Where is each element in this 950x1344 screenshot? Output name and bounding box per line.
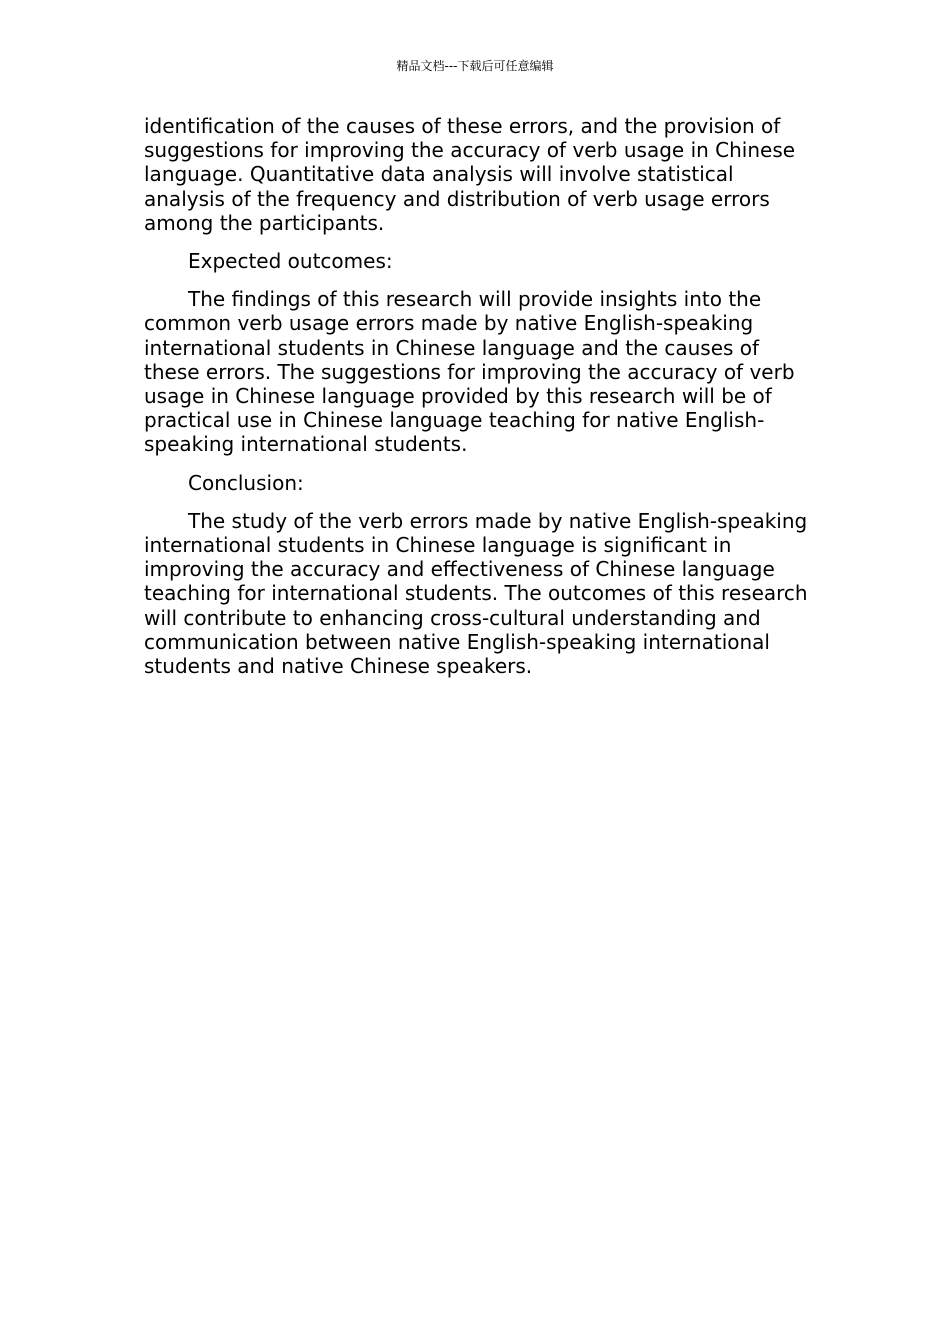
body-paragraph-continued: identification of the causes of these errors, and the provision of suggestions for improving the accuracy of verb usage in Chinese language. Quantitative data analysis will involve statistical analysis of the frequency and distribution of verb usage errors among the participants.: [144, 114, 796, 235]
section-heading-conclusion: Conclusion:: [188, 470, 304, 495]
page-header-text: 精品文档---下载后可任意编辑: [396, 59, 554, 73]
body-paragraph-expected-outcomes: The findings of this research will provide insights into the common verb usage errors made by native English-speaking international students in Chinese language and the causes of these errors. The suggestions for improving the accuracy of verb usage in Chinese language provided by this research will be of practical use in Chinese language teaching for native English-speaking international students.: [144, 287, 795, 457]
page-header: [0, 57, 950, 75]
section-heading-expected-outcomes: Expected outcomes:: [188, 249, 393, 274]
document-body: [144, 114, 816, 692]
body-paragraph-conclusion: The study of the verb errors made by native English-speaking international students in Chinese language is significant in improving the accuracy and effectiveness of Chinese language teaching for international students. The outcomes of this research will contribute to enhancing cross-cultural understanding and communication between native English-speaking international students and native Chinese speakers.: [144, 508, 808, 679]
